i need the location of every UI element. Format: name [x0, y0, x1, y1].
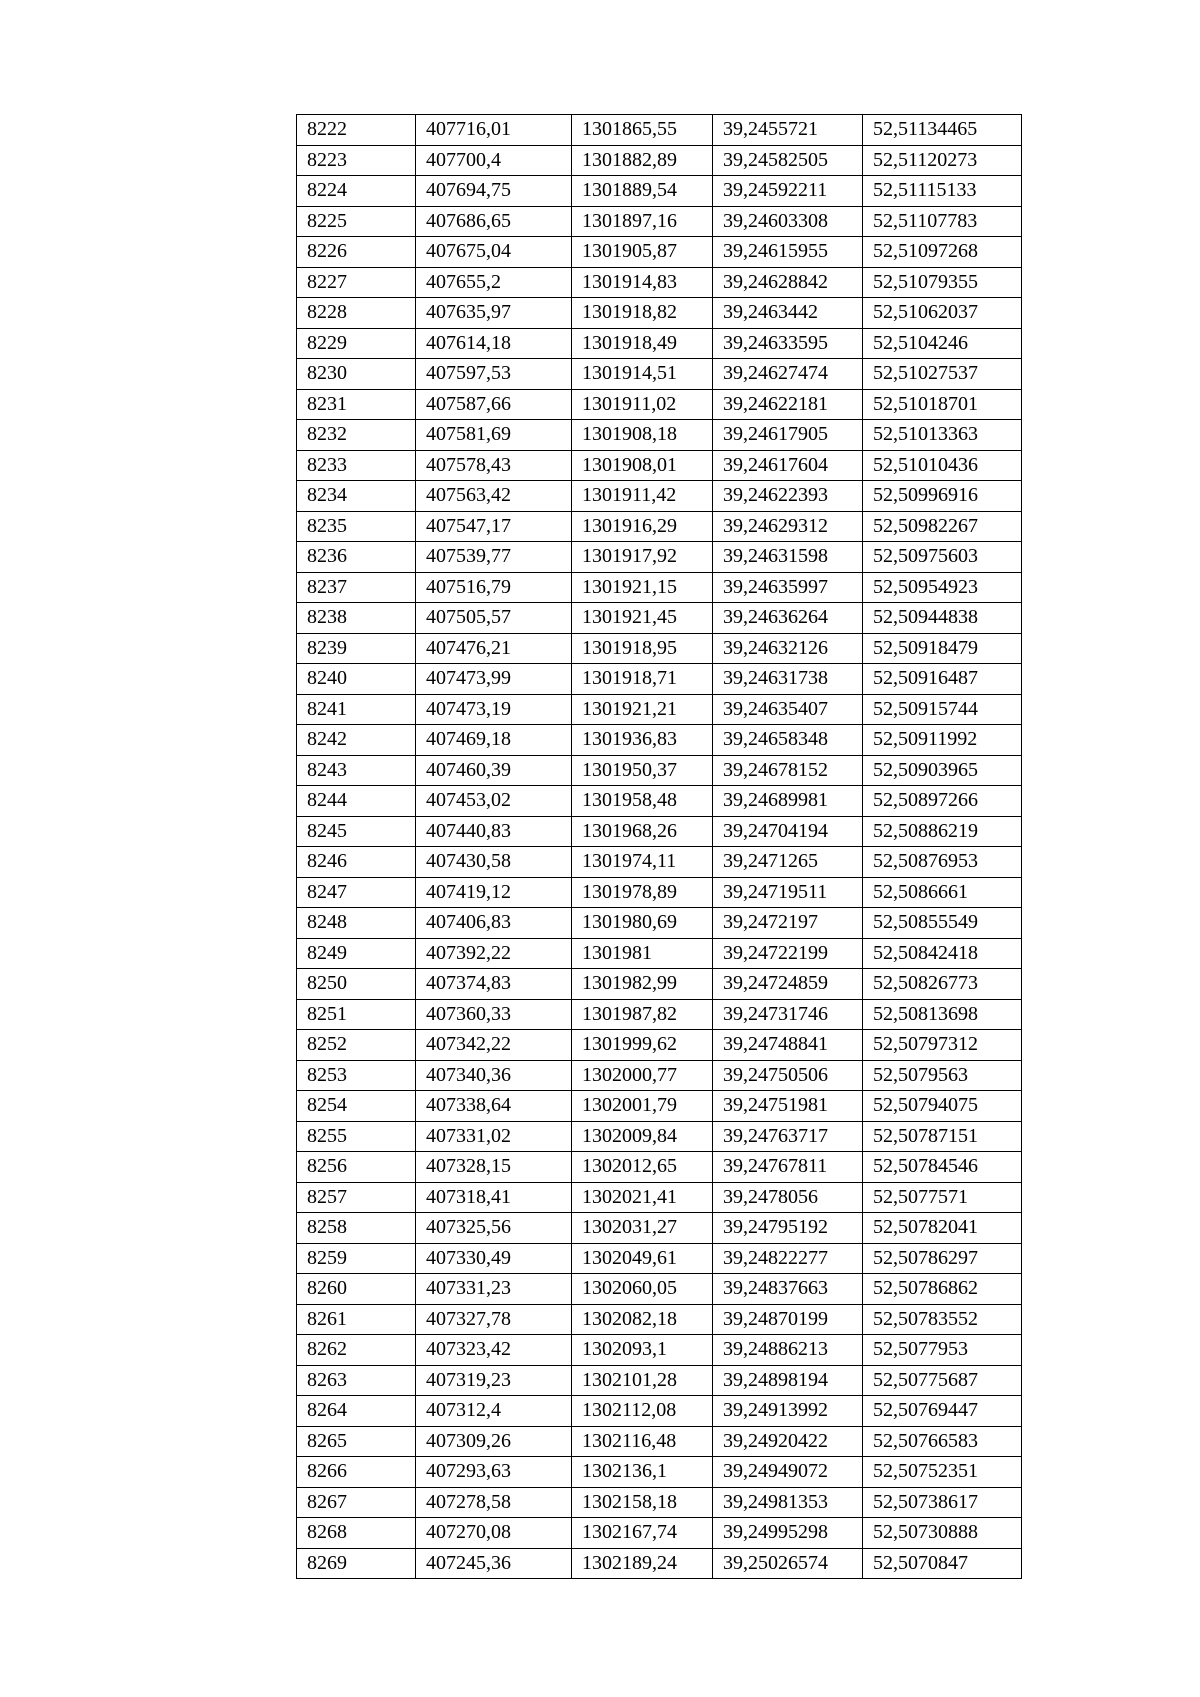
x-coordinate-cell: 407360,33 — [416, 999, 572, 1030]
longitude-cell: 39,24949072 — [713, 1457, 863, 1488]
point-number-cell: 8244 — [297, 786, 416, 817]
point-number-cell: 8263 — [297, 1365, 416, 1396]
table-row — [297, 1091, 1022, 1122]
longitude-cell: 39,24898194 — [713, 1365, 863, 1396]
latitude-cell: 52,50782041 — [863, 1213, 1022, 1244]
latitude-cell: 52,50903965 — [863, 755, 1022, 786]
latitude-cell: 52,50915744 — [863, 694, 1022, 725]
table-row — [297, 420, 1022, 451]
point-number-cell: 8267 — [297, 1487, 416, 1518]
y-coordinate-cell: 1302116,48 — [572, 1426, 713, 1457]
table-row — [297, 206, 1022, 237]
table-row — [297, 725, 1022, 756]
table-row — [297, 816, 1022, 847]
latitude-cell: 52,5086661 — [863, 877, 1022, 908]
longitude-cell: 39,24981353 — [713, 1487, 863, 1518]
table-row — [297, 1518, 1022, 1549]
latitude-cell: 52,50918479 — [863, 633, 1022, 664]
table-row — [297, 786, 1022, 817]
table-row — [297, 267, 1022, 298]
latitude-cell: 52,5079563 — [863, 1060, 1022, 1091]
longitude-cell: 39,24722199 — [713, 938, 863, 969]
point-number-cell: 8266 — [297, 1457, 416, 1488]
longitude-cell: 39,2472197 — [713, 908, 863, 939]
y-coordinate-cell: 1302093,1 — [572, 1335, 713, 1366]
x-coordinate-cell: 407325,56 — [416, 1213, 572, 1244]
point-number-cell: 8264 — [297, 1396, 416, 1427]
table-row — [297, 145, 1022, 176]
table-row — [297, 572, 1022, 603]
point-number-cell: 8231 — [297, 389, 416, 420]
x-coordinate-cell: 407686,65 — [416, 206, 572, 237]
point-number-cell: 8254 — [297, 1091, 416, 1122]
y-coordinate-cell: 1301914,83 — [572, 267, 713, 298]
latitude-cell: 52,5077953 — [863, 1335, 1022, 1366]
y-coordinate-cell: 1301918,82 — [572, 298, 713, 329]
latitude-cell: 52,51013363 — [863, 420, 1022, 451]
table-row — [297, 1121, 1022, 1152]
longitude-cell: 39,24886213 — [713, 1335, 863, 1366]
coordinates-table-body — [297, 115, 1022, 1579]
y-coordinate-cell: 1302101,28 — [572, 1365, 713, 1396]
longitude-cell: 39,24592211 — [713, 176, 863, 207]
x-coordinate-cell: 407340,36 — [416, 1060, 572, 1091]
latitude-cell: 52,50797312 — [863, 1030, 1022, 1061]
point-number-cell: 8257 — [297, 1182, 416, 1213]
longitude-cell: 39,24995298 — [713, 1518, 863, 1549]
latitude-cell: 52,50738617 — [863, 1487, 1022, 1518]
longitude-cell: 39,24615955 — [713, 237, 863, 268]
y-coordinate-cell: 1302112,08 — [572, 1396, 713, 1427]
y-coordinate-cell: 1301950,37 — [572, 755, 713, 786]
y-coordinate-cell: 1301908,01 — [572, 450, 713, 481]
point-number-cell: 8240 — [297, 664, 416, 695]
y-coordinate-cell: 1301918,71 — [572, 664, 713, 695]
x-coordinate-cell: 407694,75 — [416, 176, 572, 207]
x-coordinate-cell: 407309,26 — [416, 1426, 572, 1457]
x-coordinate-cell: 407319,23 — [416, 1365, 572, 1396]
table-row — [297, 1548, 1022, 1579]
latitude-cell: 52,50730888 — [863, 1518, 1022, 1549]
longitude-cell: 39,24636264 — [713, 603, 863, 634]
table-row — [297, 1182, 1022, 1213]
y-coordinate-cell: 1302001,79 — [572, 1091, 713, 1122]
point-number-cell: 8223 — [297, 145, 416, 176]
longitude-cell: 39,24704194 — [713, 816, 863, 847]
table-row — [297, 1457, 1022, 1488]
point-number-cell: 8249 — [297, 938, 416, 969]
x-coordinate-cell: 407539,77 — [416, 542, 572, 573]
y-coordinate-cell: 1302158,18 — [572, 1487, 713, 1518]
latitude-cell: 52,50784546 — [863, 1152, 1022, 1183]
y-coordinate-cell: 1301974,11 — [572, 847, 713, 878]
table-row — [297, 328, 1022, 359]
y-coordinate-cell: 1301921,15 — [572, 572, 713, 603]
y-coordinate-cell: 1302082,18 — [572, 1304, 713, 1335]
latitude-cell: 52,50783552 — [863, 1304, 1022, 1335]
longitude-cell: 39,24748841 — [713, 1030, 863, 1061]
latitude-cell: 52,50786297 — [863, 1243, 1022, 1274]
table-row — [297, 176, 1022, 207]
latitude-cell: 52,51062037 — [863, 298, 1022, 329]
y-coordinate-cell: 1302000,77 — [572, 1060, 713, 1091]
latitude-cell: 52,5070847 — [863, 1548, 1022, 1579]
point-number-cell: 8255 — [297, 1121, 416, 1152]
x-coordinate-cell: 407270,08 — [416, 1518, 572, 1549]
y-coordinate-cell: 1301921,45 — [572, 603, 713, 634]
longitude-cell: 39,24629312 — [713, 511, 863, 542]
y-coordinate-cell: 1301921,21 — [572, 694, 713, 725]
latitude-cell: 52,50982267 — [863, 511, 1022, 542]
y-coordinate-cell: 1301999,62 — [572, 1030, 713, 1061]
x-coordinate-cell: 407278,58 — [416, 1487, 572, 1518]
table-row — [297, 1426, 1022, 1457]
x-coordinate-cell: 407406,83 — [416, 908, 572, 939]
longitude-cell: 39,24603308 — [713, 206, 863, 237]
point-number-cell: 8239 — [297, 633, 416, 664]
longitude-cell: 39,24750506 — [713, 1060, 863, 1091]
point-number-cell: 8246 — [297, 847, 416, 878]
point-number-cell: 8236 — [297, 542, 416, 573]
longitude-cell: 39,24631738 — [713, 664, 863, 695]
latitude-cell: 52,51120273 — [863, 145, 1022, 176]
longitude-cell: 39,24689981 — [713, 786, 863, 817]
x-coordinate-cell: 407505,57 — [416, 603, 572, 634]
x-coordinate-cell: 407473,99 — [416, 664, 572, 695]
table-row — [297, 1152, 1022, 1183]
latitude-cell: 52,50944838 — [863, 603, 1022, 634]
table-row — [297, 359, 1022, 390]
latitude-cell: 52,50911992 — [863, 725, 1022, 756]
table-row — [297, 481, 1022, 512]
x-coordinate-cell: 407700,4 — [416, 145, 572, 176]
point-number-cell: 8233 — [297, 450, 416, 481]
table-row — [297, 664, 1022, 695]
y-coordinate-cell: 1301911,02 — [572, 389, 713, 420]
point-number-cell: 8230 — [297, 359, 416, 390]
x-coordinate-cell: 407614,18 — [416, 328, 572, 359]
x-coordinate-cell: 407331,02 — [416, 1121, 572, 1152]
longitude-cell: 39,24751981 — [713, 1091, 863, 1122]
table-row — [297, 511, 1022, 542]
point-number-cell: 8268 — [297, 1518, 416, 1549]
y-coordinate-cell: 1301987,82 — [572, 999, 713, 1030]
point-number-cell: 8232 — [297, 420, 416, 451]
x-coordinate-cell: 407516,79 — [416, 572, 572, 603]
x-coordinate-cell: 407392,22 — [416, 938, 572, 969]
table-row — [297, 1396, 1022, 1427]
point-number-cell: 8265 — [297, 1426, 416, 1457]
point-number-cell: 8241 — [297, 694, 416, 725]
latitude-cell: 52,51115133 — [863, 176, 1022, 207]
latitude-cell: 52,50794075 — [863, 1091, 1022, 1122]
table-row — [297, 969, 1022, 1000]
point-number-cell: 8261 — [297, 1304, 416, 1335]
x-coordinate-cell: 407581,69 — [416, 420, 572, 451]
longitude-cell: 39,24628842 — [713, 267, 863, 298]
y-coordinate-cell: 1301905,87 — [572, 237, 713, 268]
latitude-cell: 52,50975603 — [863, 542, 1022, 573]
latitude-cell: 52,50954923 — [863, 572, 1022, 603]
x-coordinate-cell: 407675,04 — [416, 237, 572, 268]
point-number-cell: 8222 — [297, 115, 416, 146]
table-row — [297, 1304, 1022, 1335]
latitude-cell: 52,50769447 — [863, 1396, 1022, 1427]
y-coordinate-cell: 1301981 — [572, 938, 713, 969]
x-coordinate-cell: 407293,63 — [416, 1457, 572, 1488]
x-coordinate-cell: 407597,53 — [416, 359, 572, 390]
y-coordinate-cell: 1301982,99 — [572, 969, 713, 1000]
x-coordinate-cell: 407716,01 — [416, 115, 572, 146]
table-row — [297, 847, 1022, 878]
y-coordinate-cell: 1301911,42 — [572, 481, 713, 512]
longitude-cell: 39,2478056 — [713, 1182, 863, 1213]
y-coordinate-cell: 1301918,95 — [572, 633, 713, 664]
point-number-cell: 8238 — [297, 603, 416, 634]
y-coordinate-cell: 1301958,48 — [572, 786, 713, 817]
x-coordinate-cell: 407419,12 — [416, 877, 572, 908]
table-row — [297, 755, 1022, 786]
point-number-cell: 8258 — [297, 1213, 416, 1244]
longitude-cell: 39,24617905 — [713, 420, 863, 451]
x-coordinate-cell: 407563,42 — [416, 481, 572, 512]
longitude-cell: 39,24724859 — [713, 969, 863, 1000]
longitude-cell: 39,24837663 — [713, 1274, 863, 1305]
y-coordinate-cell: 1302009,84 — [572, 1121, 713, 1152]
longitude-cell: 39,24632126 — [713, 633, 863, 664]
table-row — [297, 298, 1022, 329]
table-row — [297, 450, 1022, 481]
point-number-cell: 8252 — [297, 1030, 416, 1061]
x-coordinate-cell: 407318,41 — [416, 1182, 572, 1213]
y-coordinate-cell: 1301897,16 — [572, 206, 713, 237]
longitude-cell: 39,24763717 — [713, 1121, 863, 1152]
table-row — [297, 1335, 1022, 1366]
table-row — [297, 237, 1022, 268]
table-row — [297, 1487, 1022, 1518]
table-row — [297, 694, 1022, 725]
longitude-cell: 39,2471265 — [713, 847, 863, 878]
x-coordinate-cell: 407440,83 — [416, 816, 572, 847]
point-number-cell: 8247 — [297, 877, 416, 908]
longitude-cell: 39,24913992 — [713, 1396, 863, 1427]
point-number-cell: 8250 — [297, 969, 416, 1000]
point-number-cell: 8228 — [297, 298, 416, 329]
x-coordinate-cell: 407312,4 — [416, 1396, 572, 1427]
y-coordinate-cell: 1301917,92 — [572, 542, 713, 573]
y-coordinate-cell: 1302049,61 — [572, 1243, 713, 1274]
point-number-cell: 8269 — [297, 1548, 416, 1579]
longitude-cell: 39,24582505 — [713, 145, 863, 176]
latitude-cell: 52,5104246 — [863, 328, 1022, 359]
latitude-cell: 52,51018701 — [863, 389, 1022, 420]
table-row — [297, 877, 1022, 908]
longitude-cell: 39,25026574 — [713, 1548, 863, 1579]
latitude-cell: 52,51134465 — [863, 115, 1022, 146]
longitude-cell: 39,24631598 — [713, 542, 863, 573]
latitude-cell: 52,50786862 — [863, 1274, 1022, 1305]
x-coordinate-cell: 407331,23 — [416, 1274, 572, 1305]
point-number-cell: 8243 — [297, 755, 416, 786]
table-row — [297, 1274, 1022, 1305]
latitude-cell: 52,50996916 — [863, 481, 1022, 512]
y-coordinate-cell: 1302012,65 — [572, 1152, 713, 1183]
point-number-cell: 8234 — [297, 481, 416, 512]
point-number-cell: 8229 — [297, 328, 416, 359]
y-coordinate-cell: 1301882,89 — [572, 145, 713, 176]
longitude-cell: 39,24678152 — [713, 755, 863, 786]
point-number-cell: 8226 — [297, 237, 416, 268]
x-coordinate-cell: 407430,58 — [416, 847, 572, 878]
y-coordinate-cell: 1302167,74 — [572, 1518, 713, 1549]
latitude-cell: 52,50787151 — [863, 1121, 1022, 1152]
y-coordinate-cell: 1302031,27 — [572, 1213, 713, 1244]
y-coordinate-cell: 1301908,18 — [572, 420, 713, 451]
latitude-cell: 52,50886219 — [863, 816, 1022, 847]
longitude-cell: 39,24795192 — [713, 1213, 863, 1244]
longitude-cell: 39,24622181 — [713, 389, 863, 420]
y-coordinate-cell: 1301968,26 — [572, 816, 713, 847]
x-coordinate-cell: 407473,19 — [416, 694, 572, 725]
longitude-cell: 39,24627474 — [713, 359, 863, 390]
latitude-cell: 52,50855549 — [863, 908, 1022, 939]
table-row — [297, 115, 1022, 146]
point-number-cell: 8225 — [297, 206, 416, 237]
x-coordinate-cell: 407323,42 — [416, 1335, 572, 1366]
y-coordinate-cell: 1301978,89 — [572, 877, 713, 908]
longitude-cell: 39,24719511 — [713, 877, 863, 908]
point-number-cell: 8245 — [297, 816, 416, 847]
point-number-cell: 8253 — [297, 1060, 416, 1091]
x-coordinate-cell: 407578,43 — [416, 450, 572, 481]
x-coordinate-cell: 407635,97 — [416, 298, 572, 329]
table-row — [297, 938, 1022, 969]
longitude-cell: 39,24635407 — [713, 694, 863, 725]
x-coordinate-cell: 407453,02 — [416, 786, 572, 817]
latitude-cell: 52,50752351 — [863, 1457, 1022, 1488]
x-coordinate-cell: 407330,49 — [416, 1243, 572, 1274]
latitude-cell: 52,5077571 — [863, 1182, 1022, 1213]
point-number-cell: 8224 — [297, 176, 416, 207]
table-row — [297, 1365, 1022, 1396]
table-row — [297, 1060, 1022, 1091]
point-number-cell: 8259 — [297, 1243, 416, 1274]
longitude-cell: 39,24658348 — [713, 725, 863, 756]
longitude-cell: 39,24767811 — [713, 1152, 863, 1183]
longitude-cell: 39,24920422 — [713, 1426, 863, 1457]
table-row — [297, 908, 1022, 939]
point-number-cell: 8227 — [297, 267, 416, 298]
latitude-cell: 52,51010436 — [863, 450, 1022, 481]
table-row — [297, 1030, 1022, 1061]
point-number-cell: 8260 — [297, 1274, 416, 1305]
x-coordinate-cell: 407587,66 — [416, 389, 572, 420]
latitude-cell: 52,50842418 — [863, 938, 1022, 969]
latitude-cell: 52,50876953 — [863, 847, 1022, 878]
point-number-cell: 8237 — [297, 572, 416, 603]
x-coordinate-cell: 407245,36 — [416, 1548, 572, 1579]
longitude-cell: 39,2463442 — [713, 298, 863, 329]
table-row — [297, 633, 1022, 664]
longitude-cell: 39,2455721 — [713, 115, 863, 146]
point-number-cell: 8248 — [297, 908, 416, 939]
x-coordinate-cell: 407342,22 — [416, 1030, 572, 1061]
longitude-cell: 39,24622393 — [713, 481, 863, 512]
latitude-cell: 52,50897266 — [863, 786, 1022, 817]
y-coordinate-cell: 1301918,49 — [572, 328, 713, 359]
latitude-cell: 52,50916487 — [863, 664, 1022, 695]
longitude-cell: 39,24822277 — [713, 1243, 863, 1274]
y-coordinate-cell: 1302189,24 — [572, 1548, 713, 1579]
x-coordinate-cell: 407327,78 — [416, 1304, 572, 1335]
y-coordinate-cell: 1302060,05 — [572, 1274, 713, 1305]
y-coordinate-cell: 1301889,54 — [572, 176, 713, 207]
point-number-cell: 8235 — [297, 511, 416, 542]
y-coordinate-cell: 1302136,1 — [572, 1457, 713, 1488]
y-coordinate-cell: 1301916,29 — [572, 511, 713, 542]
point-number-cell: 8262 — [297, 1335, 416, 1366]
x-coordinate-cell: 407374,83 — [416, 969, 572, 1000]
longitude-cell: 39,24731746 — [713, 999, 863, 1030]
table-row — [297, 1243, 1022, 1274]
y-coordinate-cell: 1302021,41 — [572, 1182, 713, 1213]
latitude-cell: 52,51107783 — [863, 206, 1022, 237]
table-row — [297, 1213, 1022, 1244]
table-row — [297, 603, 1022, 634]
latitude-cell: 52,50775687 — [863, 1365, 1022, 1396]
y-coordinate-cell: 1301865,55 — [572, 115, 713, 146]
x-coordinate-cell: 407655,2 — [416, 267, 572, 298]
latitude-cell: 52,50766583 — [863, 1426, 1022, 1457]
latitude-cell: 52,51097268 — [863, 237, 1022, 268]
table-row — [297, 542, 1022, 573]
y-coordinate-cell: 1301980,69 — [572, 908, 713, 939]
x-coordinate-cell: 407338,64 — [416, 1091, 572, 1122]
x-coordinate-cell: 407476,21 — [416, 633, 572, 664]
x-coordinate-cell: 407469,18 — [416, 725, 572, 756]
latitude-cell: 52,51027537 — [863, 359, 1022, 390]
x-coordinate-cell: 407547,17 — [416, 511, 572, 542]
y-coordinate-cell: 1301914,51 — [572, 359, 713, 390]
longitude-cell: 39,24617604 — [713, 450, 863, 481]
point-number-cell: 8251 — [297, 999, 416, 1030]
point-number-cell: 8242 — [297, 725, 416, 756]
latitude-cell: 52,50813698 — [863, 999, 1022, 1030]
latitude-cell: 52,51079355 — [863, 267, 1022, 298]
table-row — [297, 389, 1022, 420]
point-number-cell: 8256 — [297, 1152, 416, 1183]
latitude-cell: 52,50826773 — [863, 969, 1022, 1000]
x-coordinate-cell: 407460,39 — [416, 755, 572, 786]
table-row — [297, 999, 1022, 1030]
coordinates-table — [296, 114, 1022, 1579]
x-coordinate-cell: 407328,15 — [416, 1152, 572, 1183]
longitude-cell: 39,24633595 — [713, 328, 863, 359]
longitude-cell: 39,24870199 — [713, 1304, 863, 1335]
y-coordinate-cell: 1301936,83 — [572, 725, 713, 756]
longitude-cell: 39,24635997 — [713, 572, 863, 603]
